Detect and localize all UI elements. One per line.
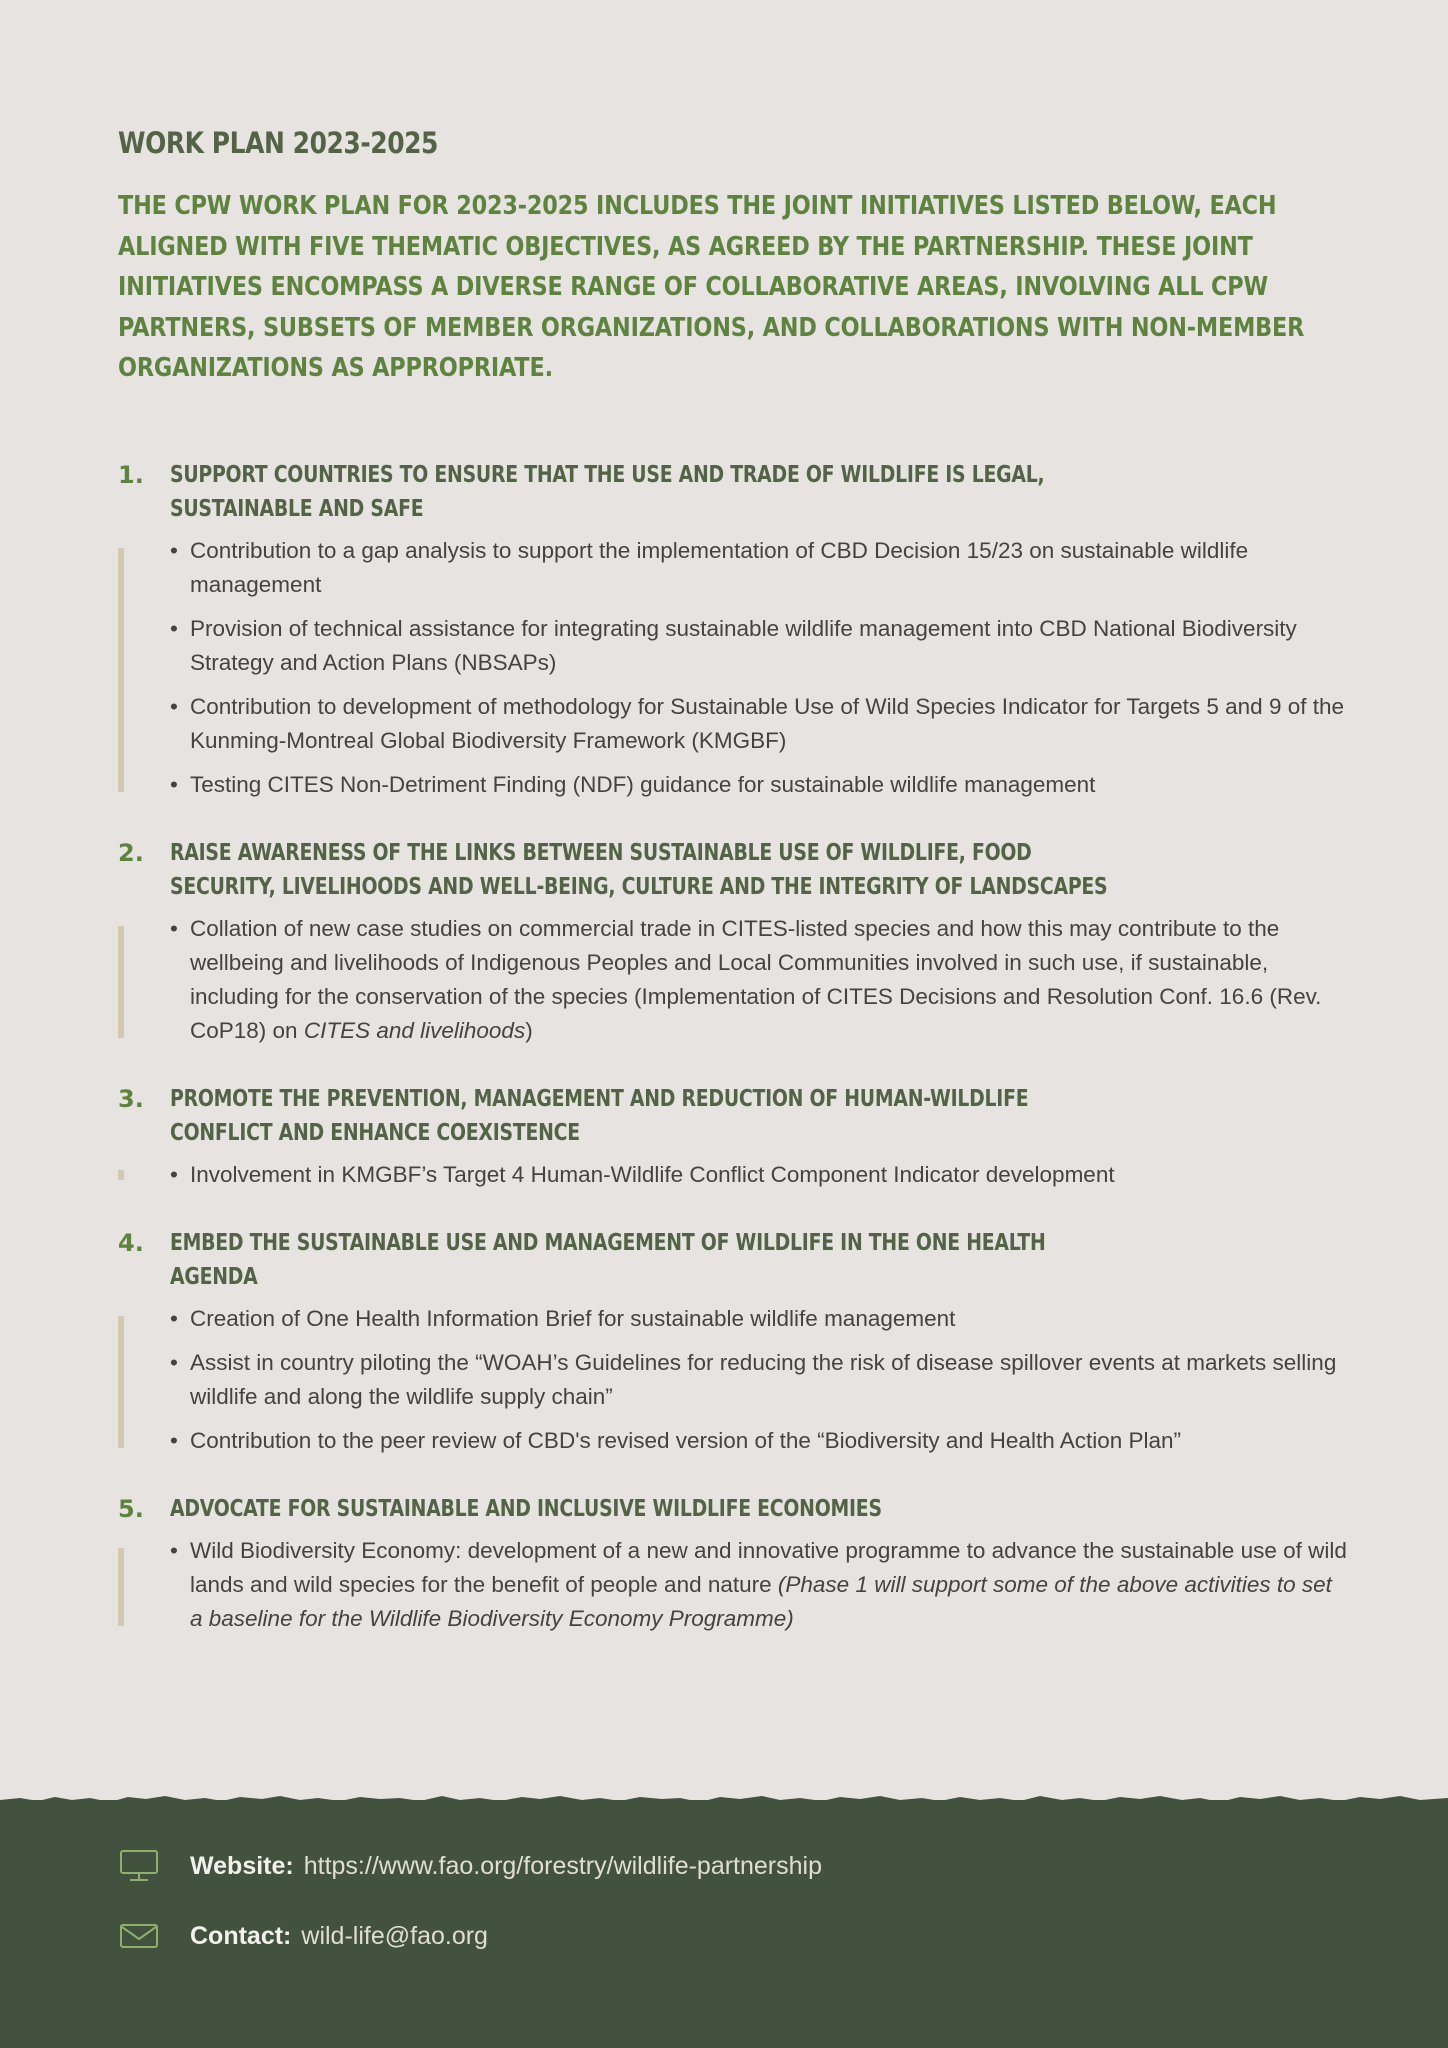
side-bar <box>118 1548 124 1626</box>
side-bar <box>118 1170 124 1180</box>
objective-3 <box>118 1082 1348 1192</box>
item-end: ) <box>525 1018 533 1043</box>
objective-5 <box>118 1492 1348 1636</box>
side-bar <box>118 548 124 792</box>
item-list <box>170 912 1348 1048</box>
objective-1 <box>118 458 1348 802</box>
objective-title: RAISE AWARENESS OF THE LINKS BETWEEN SUSTAINABLE USE OF WILDLIFE, FOOD SECURITY, LIVELIHOODS AND WELL-BEING, CULTURE AND THE INTEGRITY OF LANDSCAPES <box>170 840 1108 900</box>
objective-number: 2. <box>118 839 144 867</box>
side-bar <box>118 1316 124 1448</box>
objective-title: EMBED THE SUSTAINABLE USE AND MANAGEMENT OF WILDLIFE IN THE ONE HEALTH AGENDA <box>170 1230 1046 1290</box>
objective-2 <box>118 836 1348 1048</box>
list-item: • Contribution to the peer review of CBD's revised version of the “Biodiversity and Health Action Plan” <box>170 1424 1350 1458</box>
list-item: • Contribution to a gap analysis to support the implementation of CBD Decision 15/23 on sustainable wildlife management <box>170 534 1350 602</box>
list-item: • Testing CITES Non-Detriment Finding (NDF) guidance for sustainable wildlife management <box>170 768 1350 802</box>
objective-number: 3. <box>118 1085 144 1113</box>
website-label: Website: <box>190 1851 294 1880</box>
objective-body <box>170 1302 1348 1458</box>
objective-number: 1. <box>118 461 144 489</box>
objective-title: SUPPORT COUNTRIES TO ENSURE THAT THE USE AND TRADE OF WILDLIFE IS LEGAL, SUSTAINABLE AND SAFE <box>170 462 1045 522</box>
list-item: • Creation of One Health Information Brief for sustainable wildlife management <box>170 1302 1350 1336</box>
item-text: Collation of new case studies on commercial trade in CITES-listed species and how this may contribute to the wellbeing and livelihoods of Indigenous Peoples and Local Communities involved in such use, if sustainable, including for the conservation of the species (Implementation of CITES Decisions and Resolution Conf. 16.6 (Rev. CoP18) on <box>190 916 1322 1043</box>
footer <box>0 1800 1448 2048</box>
objective-body <box>170 1534 1348 1636</box>
list-item: • Involvement in KMGBF’s Target 4 Human-Wildlife Conflict Component Indicator development <box>170 1158 1350 1192</box>
item-text: Wild Biodiversity Economy: development of a new and innovative programme to advance the sustainable use of wild lands and wild species for the benefit of people and nature <box>190 1538 1347 1597</box>
list-item <box>170 912 1350 1048</box>
list-item <box>170 1534 1350 1636</box>
objective-body <box>170 534 1348 802</box>
website-link[interactable]: https://www.fao.org/forestry/wildlife-partnership <box>303 1851 822 1880</box>
objective-body <box>170 1158 1348 1192</box>
objectives-list <box>118 458 1348 1646</box>
intro-paragraph: THE CPW WORK PLAN FOR 2023-2025 INCLUDES THE JOINT INITIATIVES LISTED BELOW, EACH ALIGNED WITH FIVE THEMATIC OBJECTIVES, AS AGREED BY THE PARTNERSHIP. THESE JOINT INITIATIVES ENCOMPASS A DIVERSE RANGE OF COLLABORATIVE AREAS, INVOLVING ALL CPW PARTNERS, SUBSETS OF MEMBER ORGANIZATIONS, AND COLLABORATIONS WITH NON-MEMBER ORGANIZATIONS AS APPROPRIATE. <box>118 191 1305 383</box>
objective-header <box>118 458 1348 526</box>
objective-number: 5. <box>118 1495 144 1523</box>
list-item: • Provision of technical assistance for integrating sustainable wildlife management into CBD National Biodiversity Strategy and Action Plans (NBSAPs) <box>170 612 1350 680</box>
item-italic: (Phase 1 will support some of the above activities to set a baseline for the Wildlife Biodiversity Economy Programme) <box>190 1572 1332 1631</box>
objective-number: 4. <box>118 1229 144 1257</box>
objective-header <box>118 1082 1348 1150</box>
objective-header <box>118 1492 1348 1526</box>
objective-header <box>118 836 1348 904</box>
item-list <box>170 534 1348 802</box>
item-list <box>170 1534 1348 1636</box>
objective-4 <box>118 1226 1348 1458</box>
objective-body <box>170 912 1348 1048</box>
objective-title: ADVOCATE FOR SUSTAINABLE AND INCLUSIVE WILDLIFE ECONOMIES <box>170 1496 882 1522</box>
list-item: • Assist in country piloting the “WOAH’s Guidelines for reducing the risk of disease spillover events at markets selling wildlife and along the wildlife supply chain” <box>170 1346 1350 1414</box>
contact-email-link[interactable]: wild-life@fao.org <box>301 1921 488 1950</box>
heading-block <box>118 120 1348 389</box>
objective-header <box>118 1226 1348 1294</box>
page-title: WORK PLAN 2023-2025 <box>118 126 438 160</box>
torn-edge-decoration <box>0 1786 1448 1810</box>
item-list <box>170 1158 1348 1192</box>
side-bar <box>118 926 124 1038</box>
envelope-icon <box>118 1918 160 1954</box>
item-list <box>170 1302 1348 1458</box>
contact-label: Contact: <box>190 1921 292 1950</box>
objective-title: PROMOTE THE PREVENTION, MANAGEMENT AND REDUCTION OF HUMAN-WILDLIFE CONFLICT AND ENHANCE COEXISTENCE <box>170 1086 1029 1146</box>
website-row <box>118 1848 822 1884</box>
contact-row <box>118 1918 488 1954</box>
list-item: • Contribution to development of methodology for Sustainable Use of Wild Species Indicator for Targets 5 and 9 of the Kunming-Montreal Global Biodiversity Framework (KMGBF) <box>170 690 1350 758</box>
item-italic: CITES and livelihoods <box>303 1018 526 1043</box>
monitor-icon <box>118 1848 160 1884</box>
